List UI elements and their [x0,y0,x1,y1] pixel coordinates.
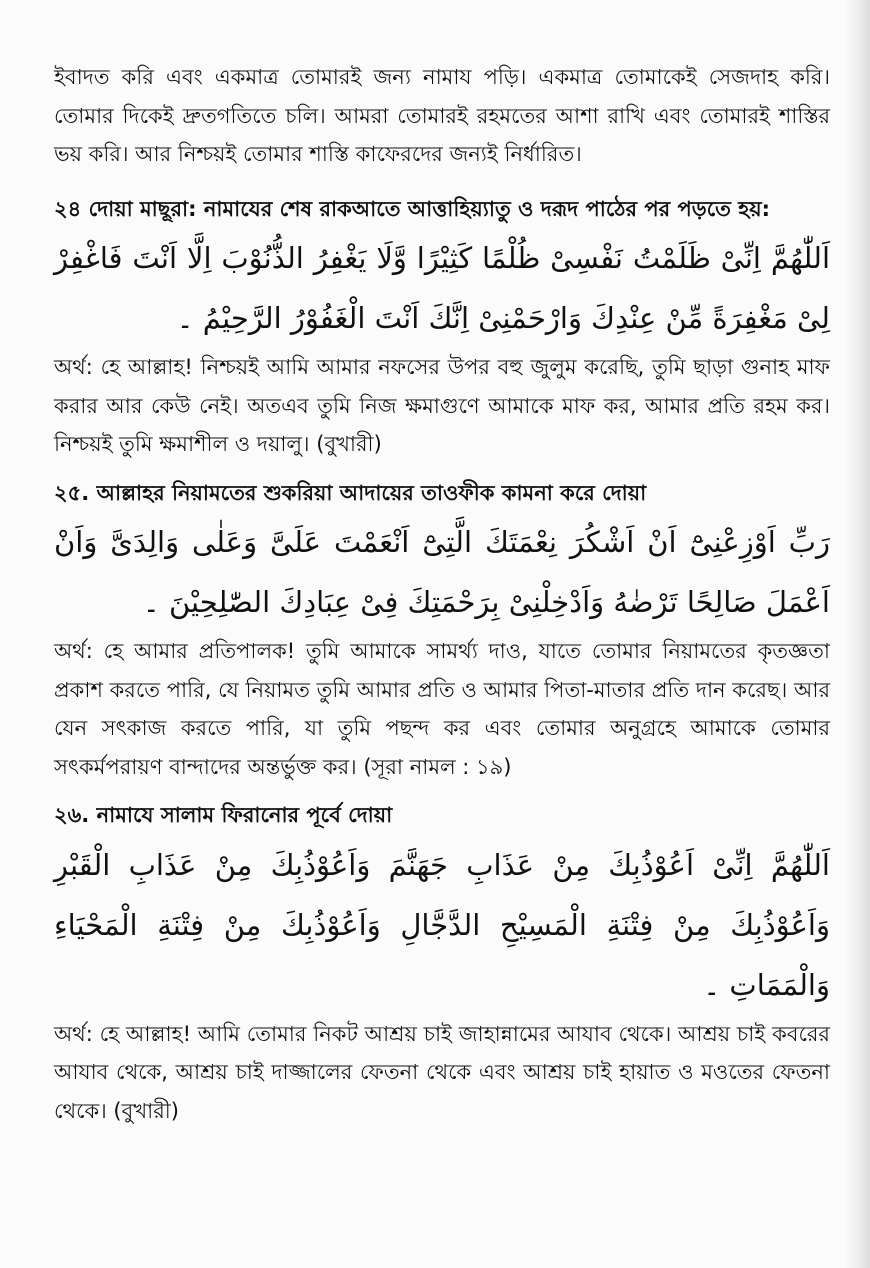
arabic-text-dua-masura: اَللّٰهُمَّ اِنِّىْ ظَلَمْتُ نَفْسِىْ ظُلْمًا كَثِيْرًا وَّلَا يَغْفِرُ الذُّنُوْبَ اِلَّا اَنْتَ فَاغْفِرْ لِىْ مَغْفِرَةً مِّنْ عِنْدِكَ وَارْحَمْنِىْ اِنَّكَ اَنْتَ الْغَفُوْرُ الرَّحِيْمُ ۔ [54,241,830,335]
section-gratitude-dua [54,474,830,787]
intro-paragraph: ইবাদত করি এবং একমাত্র তোমারই জন্য নামায পড়ি। একমাত্র তোমাকেই সেজদাহ করি। তোমার দিকেই দ্রুতগতিতে চলি। আমরা তোমারই রহমতের আশা রাখি এবং তোমারই শাস্তির ভয় করি। আর নিশ্চয়ই তোমার শাস্তি কাফেরদের জন্যই নির্ধারিত। [54,65,830,166]
section-heading-dua-masura: ২৪ দোয়া মাছূরা: নামাযের শেষ রাকআতে আত্তাহিয়্যাতু ও দরূদ পাঠের পর পড়তে হয়: [54,196,771,221]
page-edge-shadow [844,0,870,1268]
page-content [54,58,830,1130]
section-pre-salam-dua [54,796,830,1130]
arabic-text-pre-salam-dua: اَللّٰهُمَّ اِنِّىْ اَعُوْذُبِكَ مِنْ عَذَابِ جَهَنَّمَ وَاَعُوْذُبِكَ مِنْ عَذَابِ الْقَبْرِ وَاَعُوْذُبِكَ مِنْ فِتْنَةِ الْمَسِيْحِ الدَّجَّالِ وَاَعُوْذُبِكَ مِنْ فِتْنَةِ الْمَحْيَاءِ وَالْمَمَاتِ ۔ [54,847,830,1002]
meaning-pre-salam-dua: অর্থ: হে আল্লাহ! আমি তোমার নিকট আশ্রয় চাই জাহান্নামের আযাব থেকে। আশ্রয় চাই কবরের আযাব থেকে, আশ্রয় চাই দাজ্জালের ফেতনা থেকে এবং আশ্রয় চাই হায়াত ও মওতের ফেতনা থেকে। (বুখারী) [54,1021,830,1123]
section-dua-masura [54,190,830,464]
meaning-gratitude-dua: অর্থ: হে আমার প্রতিপালক! তুমি আমাকে সামর্থ্য দাও, যাতে তোমার নিয়ামতের কৃতজ্ঞতা প্রকাশ করতে পারি, যে নিয়ামত তুমি আমার প্রতি ও আমার পিতা-মাতার প্রতি দান করেছ। আর যেন সৎকাজ করতে পারি, যা তুমি পছন্দ কর এবং তোমার অনুগ্রহে আমাকে তোমার সৎকর্মপরায়ণ বান্দাদের অন্তর্ভুক্ত কর। (সূরা নামল : ১৯) [54,639,830,779]
section-heading-pre-salam-dua: ২৬. নামাযে সালাম ফিরানোর পূর্বে দোয়া [54,803,393,827]
meaning-dua-masura: অর্থ: হে আল্লাহ! নিশ্চয়ই আমি আমার নফসের উপর বহু জুলুম করেছি, তুমি ছাড়া গুনাহ মাফ করার আর কেউ নেই। অতএব তুমি নিজ ক্ষমাগুণে আমাকে মাফ কর, আমার প্রতি রহম কর। নিশ্চয়ই তুমি ক্ষমাশীল ও দয়ালু। (বুখারী) [54,355,830,456]
arabic-text-gratitude-dua: رَبِّ اَوْزِعْنِىْٓ اَنْ اَشْكُرَ نِعْمَتَكَ الَّتِىْٓ اَنْعَمْتَ عَلَىَّ وَعَلٰى وَالِدَىَّ وَاَنْ اَعْمَلَ صَالِحًا تَرْضٰهُ وَاَدْخِلْنِىْ بِرَحْمَتِكَ فِىْ عِبَادِكَ الصّٰلِحِيْنَ ۔ [54,525,830,619]
section-heading-gratitude-dua: ২৫. আল্লাহর নিয়ামতের শুকরিয়া আদায়ের তাওফীক কামনা করে দোয়া [54,480,647,505]
